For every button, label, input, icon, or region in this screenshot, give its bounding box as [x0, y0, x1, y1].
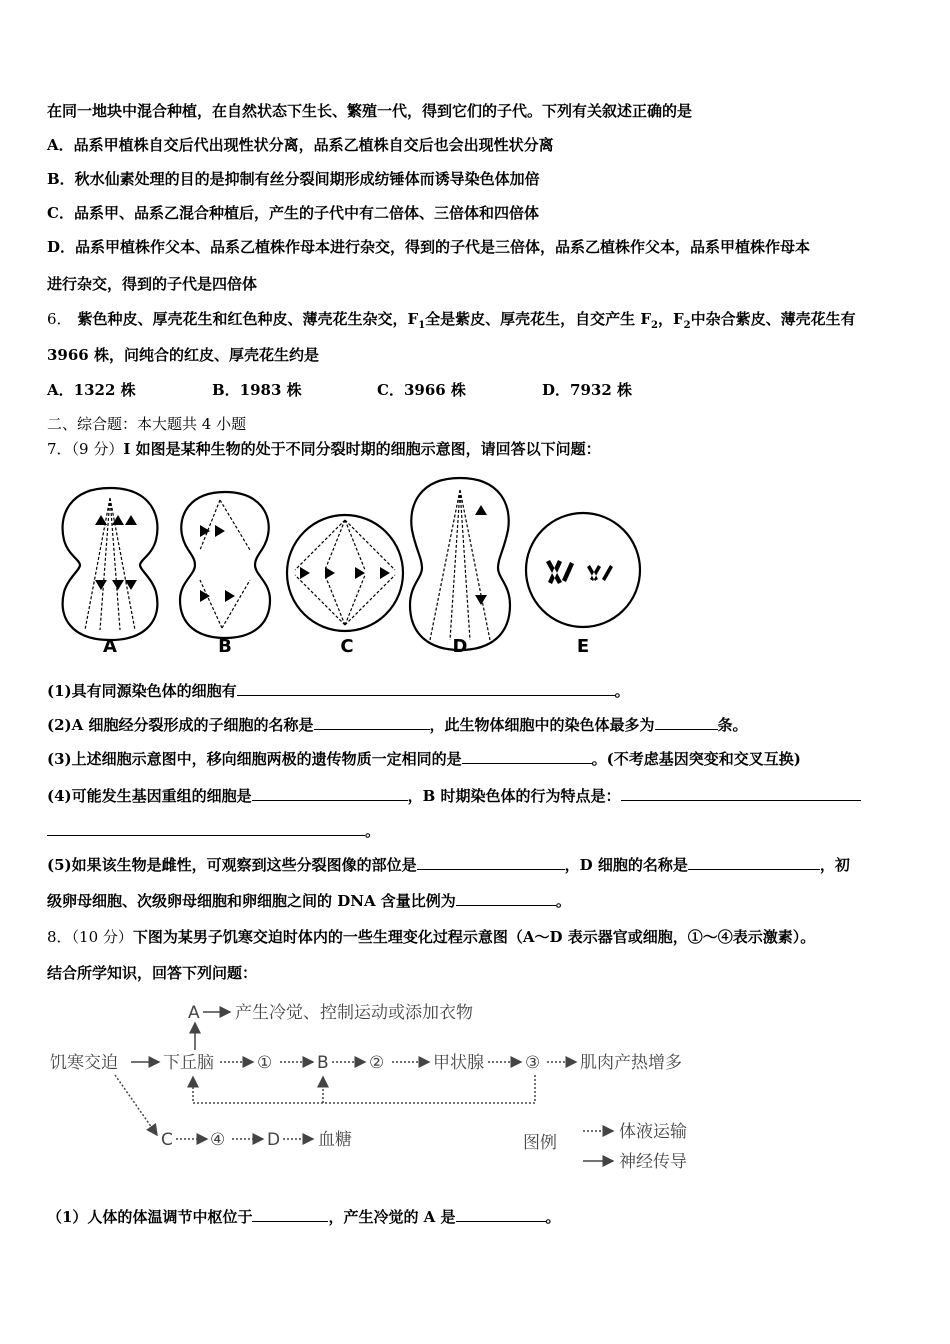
q7-sub4-blank2[interactable] [621, 786, 861, 801]
q7-sub3 [47, 749, 801, 769]
flow-c: C [161, 1130, 173, 1150]
cell-d-chromosomes [475, 505, 487, 605]
flow-muscle: 肌肉产热增多 [580, 1053, 682, 1073]
cell-division-figure [50, 470, 650, 660]
q6-number: 6． [47, 310, 72, 328]
q8-sub1-text-a: （1）人体的体温调节中枢位于 [47, 1208, 253, 1226]
q6-stem-line2: 3966 株，问纯合的红皮、厚壳花生约是 [47, 346, 319, 364]
cell-label-b: B [218, 636, 232, 657]
flow-hypothalamus: 下丘脑 [163, 1053, 214, 1073]
cell-label-d: D [452, 636, 468, 657]
q5-option-c: C．品系甲、品系乙混合种植后，产生的子代中有二倍体、三倍体和四倍体 [47, 204, 539, 222]
q7-sub5-line2 [47, 891, 571, 911]
q5-stem-tail: 在同一地块中混合种植，在自然状态下生长、繁殖一代，得到它们的子代。下列有关叙述正确的是 [47, 102, 693, 120]
q7-sub2 [47, 715, 748, 735]
q8-number: 8． [47, 928, 72, 946]
q7-sub1-blank[interactable] [237, 681, 615, 696]
cell-b-spindle [200, 500, 250, 628]
q6-option-d: D．7932 株 [542, 381, 632, 399]
q7-sub4-text-b: ，B 时期染色体的行为特点是： [407, 787, 621, 805]
q6-option-b: B．1983 株 [212, 381, 302, 399]
flow-d: D [267, 1130, 281, 1150]
cell-d-membrane [410, 478, 510, 650]
flow-hormone-1: ① [257, 1053, 273, 1073]
cell-c-chromosomes [300, 567, 390, 579]
q7-sub2-blank1[interactable] [314, 715, 430, 730]
cell-label-e: E [576, 636, 590, 657]
cell-a-spindle [85, 498, 135, 630]
q7-sub5-text-a: (5)如果该生物是雌性，可观察到这些分裂图像的部位是 [47, 856, 417, 874]
thermoregulation-flowchart [45, 995, 705, 1180]
q7-sub5-blank3[interactable] [456, 891, 556, 906]
flow-start: 饥寒交迫 [50, 1053, 118, 1073]
q7-sub4-line2 [47, 821, 380, 841]
q8-sub1-text-b: ，产生冷觉的 A 是 [328, 1208, 456, 1226]
section-2-title: 二、综合题：本大题共 4 小题 [47, 415, 247, 433]
q8-sub1-blank2[interactable] [456, 1207, 546, 1222]
q8-stem-text: 下图为某男子饥寒交迫时体内的一些生理变化过程示意图（A～D 表示器官或细胞，①～④表示激素）。 [132, 928, 816, 946]
q6-stem-b: 全是紫皮、厚壳花生，自交产生 F [425, 310, 652, 328]
flow-legend-title: 图例 [523, 1133, 557, 1153]
flow-blood-sugar: 血糖 [318, 1130, 352, 1150]
cell-e-membrane [526, 513, 640, 627]
q6-options [47, 380, 632, 400]
q7-sub4-blank2-cont[interactable] [47, 821, 365, 836]
flow-hormone-4: ④ [210, 1130, 226, 1150]
q6-sub1: 1 [418, 320, 426, 331]
q7-sub4-end: 。 [365, 822, 381, 840]
q5-option-a: A．品系甲植株自交后代出现性状分离，品系乙植株自交后也会出现性状分离 [47, 136, 554, 154]
q7-sub2-text-a: (2)A 细胞经分裂形成的子细胞的名称是 [47, 716, 314, 734]
q7-sub4 [47, 786, 861, 806]
flow-a: A [188, 1003, 200, 1023]
flow-feedback-loop [193, 1075, 535, 1103]
q5-option-d-continued: 进行杂交，得到的子代是四倍体 [47, 275, 258, 293]
q6-sub2: 2 [651, 320, 659, 331]
q7-score: （9 分） [71, 440, 124, 458]
q8-sub1 [47, 1207, 561, 1227]
q7-sub1-text: (1)具有同源染色体的细胞有 [47, 682, 237, 700]
q7-sub2-blank2[interactable] [655, 715, 718, 730]
q6-stem-a: 紫色种皮、厚壳花生和红色种皮、薄壳花生杂交，F [77, 310, 419, 328]
cell-a-membrane [63, 488, 158, 640]
cell-e-chromosomes [546, 560, 613, 584]
q7-sub5-blank2[interactable] [688, 855, 820, 870]
q7-sub5 [47, 855, 850, 875]
q7-sub5-blank1[interactable] [417, 855, 565, 870]
q7-sub5-line2-text: 级卵母细胞、次级卵母细胞和卵细胞之间的 DNA 含量比例为 [47, 892, 456, 910]
q7-sub1 [47, 681, 630, 701]
q7-sub2-text-c: 条。 [717, 716, 748, 734]
q6-stem-d: 中杂合紫皮、薄壳花生有 [690, 310, 856, 328]
q7-sub1-end: 。 [614, 682, 630, 700]
q7-sub3-blank[interactable] [462, 749, 592, 764]
q7-sub5-end: 。 [555, 892, 571, 910]
q6-stem [47, 309, 856, 336]
flow-arrow-start-c [115, 1075, 157, 1135]
q7-sub2-text-b: ，此生物体细胞中的染色体最多为 [429, 716, 655, 734]
flow-hormone-2: ② [369, 1053, 385, 1073]
q6-stem-c: ，F [658, 310, 684, 328]
q8-stem [47, 927, 815, 947]
q7-sub5-text-b: ，D 细胞的名称是 [564, 856, 688, 874]
q7-stem-text: I 如图是某种生物的处于不同分裂时期的细胞示意图，请回答以下问题： [123, 440, 601, 458]
flow-a-result: 产生冷觉、控制运动或添加衣物 [235, 1003, 473, 1023]
q7-number: 7． [47, 440, 72, 458]
flow-b: B [317, 1053, 329, 1073]
q8-sub1-blank1[interactable] [252, 1207, 328, 1222]
cell-label-c: C [340, 636, 354, 657]
flow-legend-nerve: 神经传导 [619, 1152, 687, 1172]
q5-option-d: D．品系甲植株作父本、品系乙植株作母本进行杂交，得到的子代是三倍体，品系乙植株作父本，品系甲植株作母本 [47, 238, 811, 256]
q7-sub3-text-b: 。(不考虑基因突变和交叉互换) [591, 750, 801, 768]
q7-sub4-blank1[interactable] [252, 786, 408, 801]
q5-option-b: B．秋水仙素处理的目的是抑制有丝分裂间期形成纺锤体而诱导染色体加倍 [47, 170, 540, 188]
q8-stem-line2: 结合所学知识，回答下列问题： [47, 964, 258, 982]
flow-legend-fluid: 体液运输 [619, 1122, 687, 1142]
q6-sub3: 2 [683, 320, 691, 331]
q6-option-c: C．3966 株 [377, 381, 466, 399]
cell-b-membrane [180, 492, 270, 638]
q8-score: （10 分） [71, 928, 133, 946]
q7-stem [47, 439, 601, 459]
flow-hormone-3: ③ [525, 1053, 541, 1073]
q7-sub4-text-a: (4)可能发生基因重组的细胞是 [47, 787, 252, 805]
q8-sub1-end: 。 [545, 1208, 561, 1226]
cell-label-a: A [103, 636, 117, 657]
flow-thyroid: 甲状腺 [433, 1053, 484, 1073]
q6-option-a: A．1322 株 [47, 381, 136, 399]
q7-sub3-text-a: (3)上述细胞示意图中，移向细胞两极的遗传物质一定相同的是 [47, 750, 462, 768]
q7-sub5-text-c: ，初 [819, 856, 850, 874]
